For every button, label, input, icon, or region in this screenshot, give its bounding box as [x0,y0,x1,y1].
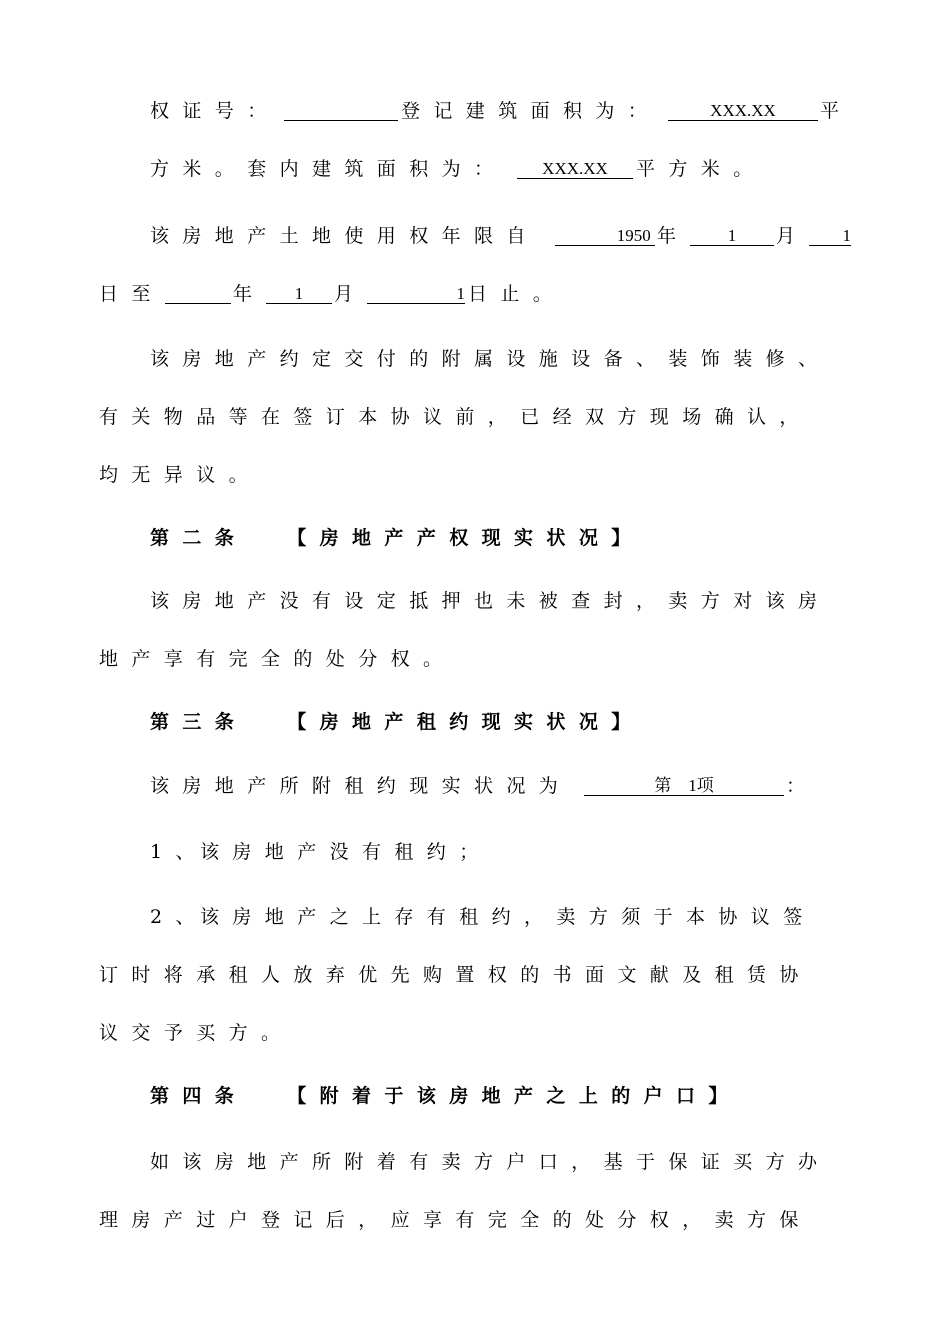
area-line [0,96,950,126]
end-year-unit: 年 [233,283,253,305]
lease-status-label: 该房地产所附租约现实状况为 [150,775,572,797]
start-year-text: 1950 [616,226,651,245]
start-year-value [555,223,655,246]
end-month-unit: 月 [334,283,354,305]
start-month-text: 1 [727,226,737,245]
article-2-line-2: 地产享有完全的处分权。 [99,648,456,670]
end-day-value: 1 [367,281,465,304]
lease-status-line [0,771,950,801]
lease-status-colon: ： [786,775,806,797]
area-label: 登记建筑面积为： [401,100,661,122]
start-day-unit: 日至 [99,283,164,305]
cert-label: 权证号： [150,100,280,122]
facilities-paragraph-line-1: 该房地产约定交付的附属设施设备、装饰装修、 [150,348,831,370]
inner-area-unit: 平方米。 [636,158,766,180]
area-unit-start: 平 [820,100,840,122]
inner-area-label: 方米。套内建筑面积为： [150,158,507,180]
end-year-value [165,281,231,304]
start-month-unit: 月 [776,225,796,247]
lease-status-value: 第 1项 [584,773,784,796]
end-month-value: 1 [266,281,332,304]
land-term-line [0,221,950,251]
start-month-value [690,223,774,246]
start-day-value: 1 [809,223,851,246]
lease-item-2-text: 该房地产之上存有租约，卖方须于本协议签 [200,906,816,928]
end-day-unit: 日止。 [468,283,566,305]
area-value: XXX.XX [668,98,818,121]
lease-item-1-number: 1、 [150,841,208,863]
inner-area-value: XXX.XX [517,156,633,179]
article-3-heading: 第三条 【房地产租约现实状况】 [150,711,644,733]
land-term-end-line [0,279,950,309]
facilities-paragraph-line-2: 有关物品等在签订本协议前，已经双方现场确认， [99,406,812,428]
article-4-line-2: 理房产过户登记后，应享有完全的处分权，卖方保 [99,1209,812,1231]
lease-item-1 [0,837,950,867]
lease-item-2-number: 2、 [150,906,208,928]
lease-item-1-text: 该房地产没有租约； [200,841,492,863]
lease-item-2-line-2: 订时将承租人放弃优先购置权的书面文献及租赁协 [99,964,812,986]
article-4-heading: 第四条 【附着于该房地产之上的户口】 [150,1085,741,1107]
cert-number-field [284,98,398,121]
land-term-label: 该房地产土地使用权年限自 [150,225,539,247]
article-2-heading: 第二条 【房地产产权现实状况】 [150,527,644,549]
lease-item-2-line-3: 议交予买方。 [99,1022,294,1044]
start-year-unit: 年 [657,225,677,247]
inner-area-line [0,154,950,184]
facilities-paragraph-line-3: 均无异议。 [99,464,262,486]
article-4-line-1: 如该房地产所附着有卖方户口，基于保证买方办 [150,1151,831,1173]
article-2-line-1: 该房地产没有设定抵押也未被查封，卖方对该房 [150,590,831,612]
lease-item-2 [0,902,950,932]
